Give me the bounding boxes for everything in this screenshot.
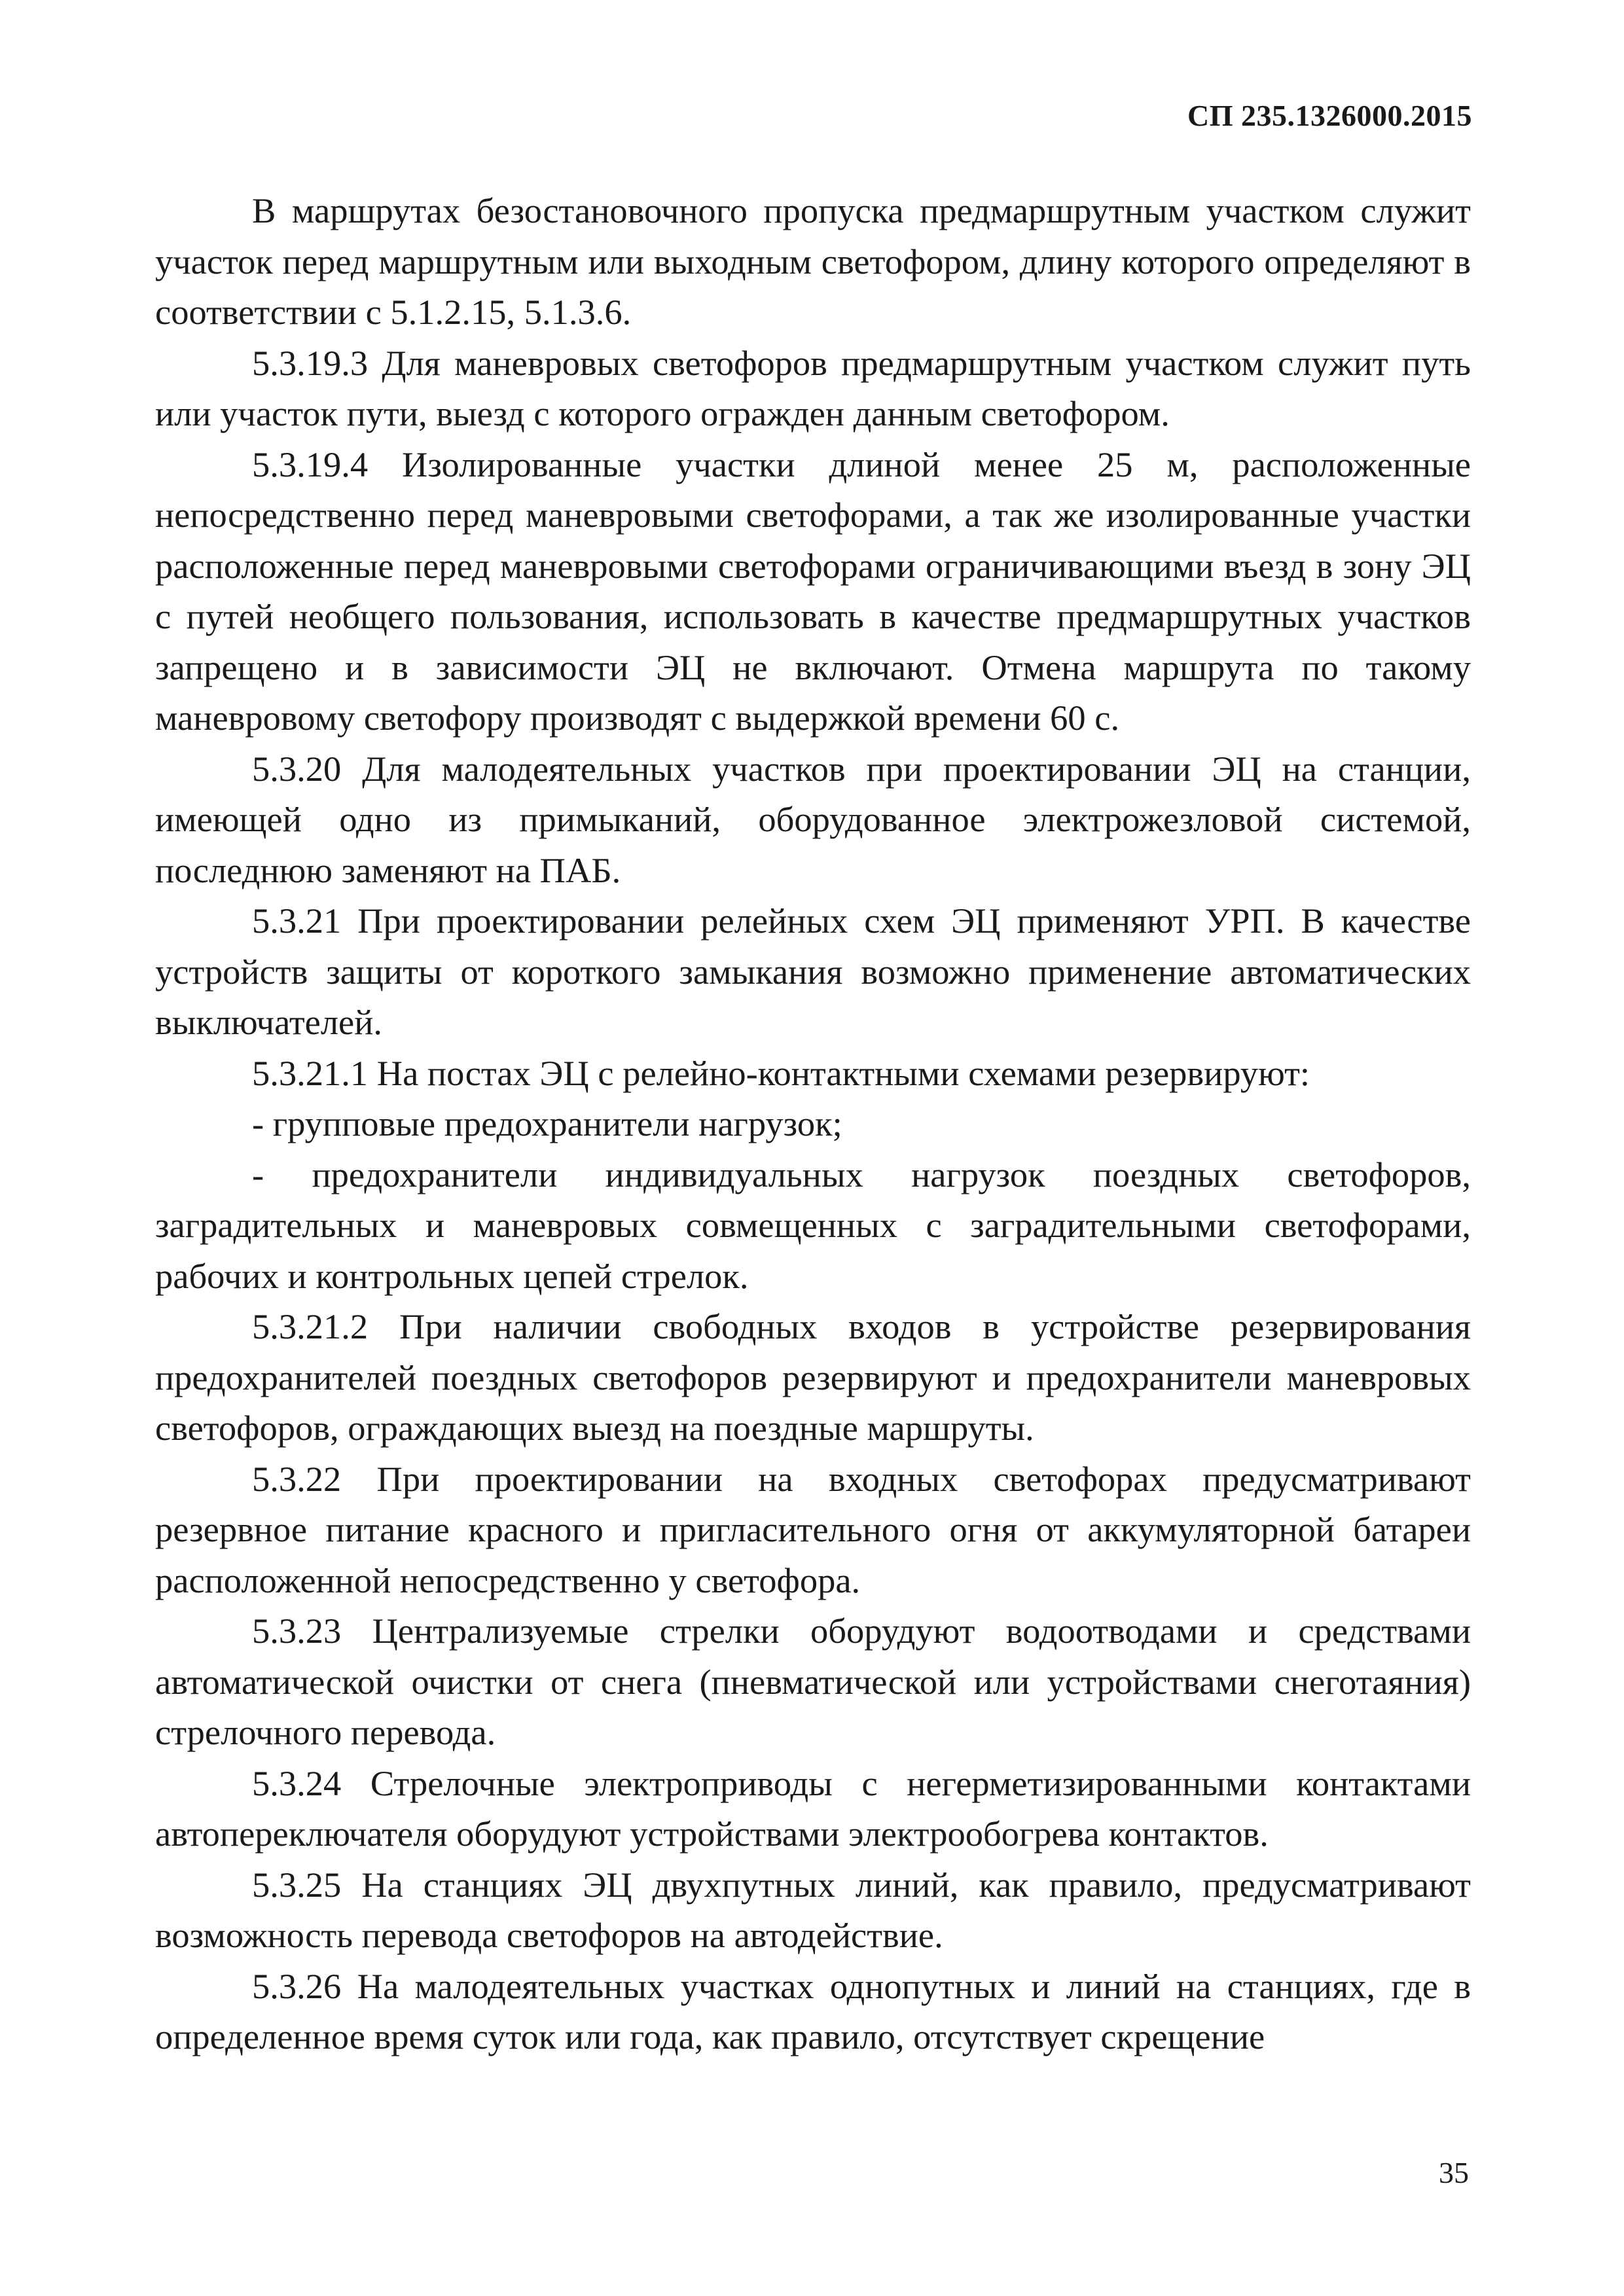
paragraph-5-3-22: 5.3.22 При проектировании на входных светофорах предусматривают резервное питание красного и пригласительного огня от аккумуляторной батареи расположенной непосредственно у светофора. — [155, 1458, 1471, 1600]
paragraph-5-3-26: 5.3.26 На малодеятельных участках однопутных и линий на станциях, где в определенное время суток или года, как правило, отсутствует скрещение — [155, 1965, 1471, 2056]
paragraph-5-3-21: 5.3.21 При проектировании релейных схем ЭЦ применяют УРП. В качестве устройств защиты от короткого замыкания возможно применение автоматических выключателей. — [155, 901, 1471, 1042]
paragraph-5-3-19-3: 5.3.19.3 Для маневровых светофоров предмаршрутным участком служит путь или участок пути, выезд с которого огражден данным светофором. — [155, 342, 1471, 433]
paragraph-5-3-21-1: 5.3.21.1 На постах ЭЦ с релейно-контактными схемами резервируют: — [252, 1052, 1310, 1093]
paragraph-5-3-24: 5.3.24 Стрелочные электроприводы с негерметизированными контактами автопереключателя оборудуют устройствами электрообогрева контактов. — [155, 1763, 1471, 1854]
page-body — [155, 185, 1471, 2062]
paragraph-5-3-23: 5.3.23 Централизуемые стрелки оборудуют водоотводами и средствами автоматической очистки от снега (пневматической или устройствами снеготаяния) стрелочного перевода. — [155, 1611, 1471, 1752]
paragraph-nonstop-routes: В маршрутах безостановочного пропуска предмаршрутным участком служит участок перед маршрутным или выходным светофором, длину которого определяют в соответствии с 5.1.2.15, 5.1.3.6. — [155, 190, 1471, 332]
list-item-group-fuses: - групповые предохранители нагрузок; — [252, 1103, 842, 1143]
page-number: 35 — [1439, 2156, 1469, 2189]
document-code-header: СП 235.1326000.2015 — [1187, 99, 1472, 132]
paragraph-5-3-21-2: 5.3.21.2 При наличии свободных входов в устройстве резервирования предохранителей поездных светофоров резервируют и предохранители маневровых светофоров, ограждающих выезд на поездные маршруты. — [155, 1306, 1471, 1448]
list-item-individual-fuses: - предохранители индивидуальных нагрузок поездных светофоров, заградительных и маневровых совмещенных с заградительными светофорами, рабочих и контрольных цепей стрелок. — [155, 1154, 1471, 1296]
paragraph-5-3-25: 5.3.25 На станциях ЭЦ двухпутных линий, как правило, предусматривают возможность перевода светофоров на автодействие. — [155, 1864, 1471, 1955]
paragraph-5-3-19-4: 5.3.19.4 Изолированные участки длиной менее 25 м, расположенные непосредственно перед маневровыми светофорами, а так же изолированные участки расположенные перед маневровыми светофорами ограничивающими въезд в зону ЭЦ с путей необщего пользования, использовать в качестве предмаршрутных участков запрещено и в зависимости ЭЦ не включают. Отмена маршрута по такому маневровому светофору производят с выдержкой времени 60 с. — [155, 444, 1471, 738]
paragraph-5-3-20: 5.3.20 Для малодеятельных участков при проектировании ЭЦ на станции, имеющей одно из примыканий, оборудованное электрожезловой системой, последнюю заменяют на ПАБ. — [155, 748, 1471, 890]
